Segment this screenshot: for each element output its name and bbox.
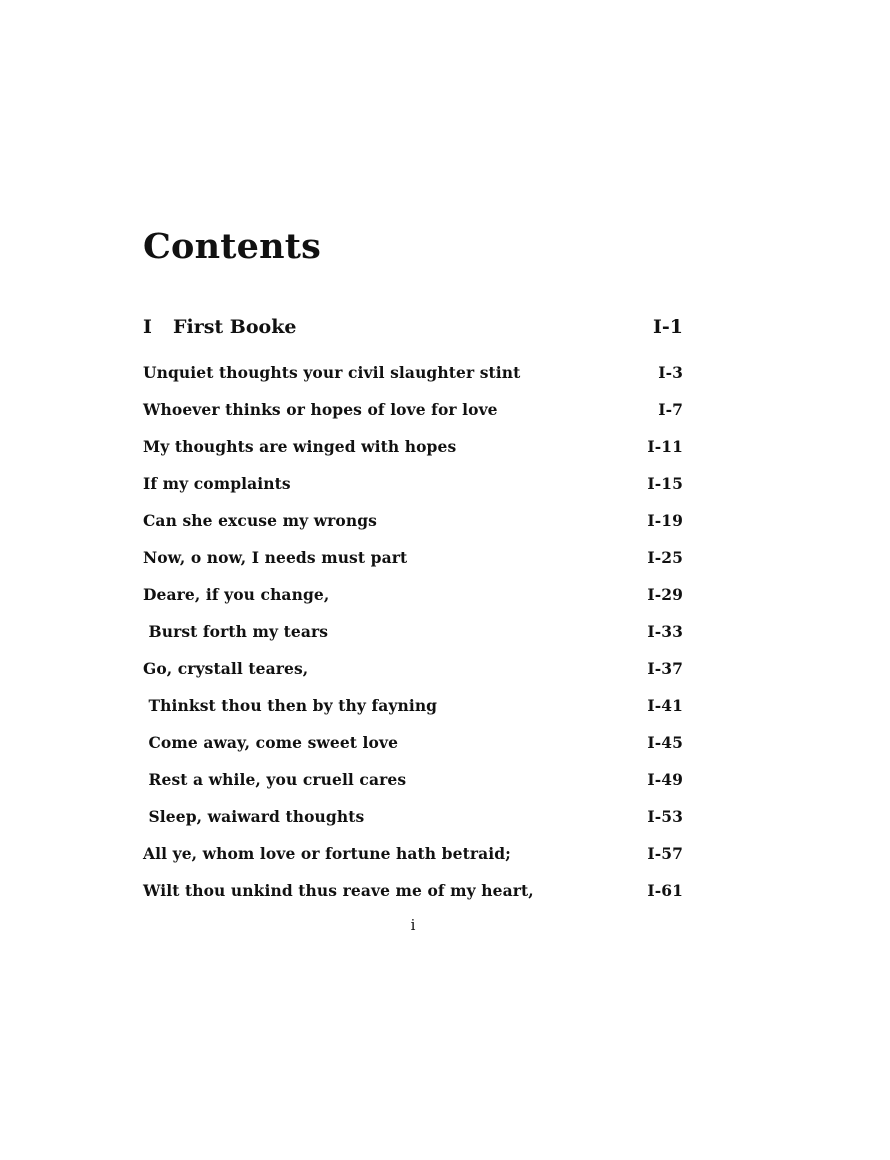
entry-title: All ye, whom love or fortune hath betraid; (143, 844, 511, 863)
entry-page-number: I-57 (647, 844, 683, 863)
toc-entry[interactable] (143, 465, 683, 502)
part-title (143, 316, 296, 338)
toc-entry[interactable] (143, 650, 683, 687)
toc-entry[interactable] (143, 539, 683, 576)
entry-page-number: I-53 (647, 807, 683, 826)
toc-entry[interactable] (143, 761, 683, 798)
entry-page-number: I-41 (647, 696, 683, 715)
entry-title: Burst forth my tears (143, 622, 329, 641)
toc-entry[interactable] (143, 428, 683, 465)
entry-title: Unquiet thoughts your civil slaughter stint (143, 363, 521, 382)
toc-entry[interactable] (143, 724, 683, 761)
toc-entry-list (143, 354, 683, 909)
part-entry[interactable] (143, 316, 683, 344)
part-number: I (143, 316, 152, 338)
entry-title: Thinkst thou then by thy fayning (143, 696, 438, 715)
entry-title: Deare, if you change, (143, 585, 330, 604)
toc-entry[interactable] (143, 872, 683, 909)
entry-title: Go, crystall teares, (143, 659, 309, 678)
entry-page-number: I-61 (647, 881, 683, 900)
entry-page-number: I-37 (647, 659, 683, 678)
entry-title: Sleep, waiward thoughts (143, 807, 365, 826)
entry-title: Whoever thinks or hopes of love for love (143, 400, 498, 419)
entry-page-number: I-49 (647, 770, 683, 789)
part-page-number: I-1 (653, 316, 683, 338)
entry-title: Come away, come sweet love (143, 733, 399, 752)
toc-entry[interactable] (143, 835, 683, 872)
entry-page-number: I-33 (647, 622, 683, 641)
entry-page-number: I-7 (658, 400, 683, 419)
entry-page-number: I-25 (647, 548, 683, 567)
entry-title: Wilt thou unkind thus reave me of my heart, (143, 881, 534, 900)
part-name: First Booke (173, 316, 297, 338)
toc-entry[interactable] (143, 354, 683, 391)
entry-page-number: I-45 (647, 733, 683, 752)
toc-entry[interactable] (143, 502, 683, 539)
toc-entry[interactable] (143, 687, 683, 724)
toc-entry[interactable] (143, 613, 683, 650)
entry-title: If my complaints (143, 474, 291, 493)
entry-page-number: I-15 (647, 474, 683, 493)
entry-title: Now, o now, I needs must part (143, 548, 408, 567)
contents-heading: Contents (143, 226, 322, 267)
entry-page-number: I-29 (647, 585, 683, 604)
page-folio: i (410, 916, 416, 934)
entry-page-number: I-19 (647, 511, 683, 530)
entry-page-number: I-3 (658, 363, 683, 382)
entry-title: My thoughts are winged with hopes (143, 437, 457, 456)
entry-title: Rest a while, you cruell cares (143, 770, 407, 789)
toc-entry[interactable] (143, 391, 683, 428)
entry-title: Can she excuse my wrongs (143, 511, 377, 530)
toc-entry[interactable] (143, 576, 683, 613)
entry-page-number: I-11 (647, 437, 683, 456)
toc-entry[interactable] (143, 798, 683, 835)
